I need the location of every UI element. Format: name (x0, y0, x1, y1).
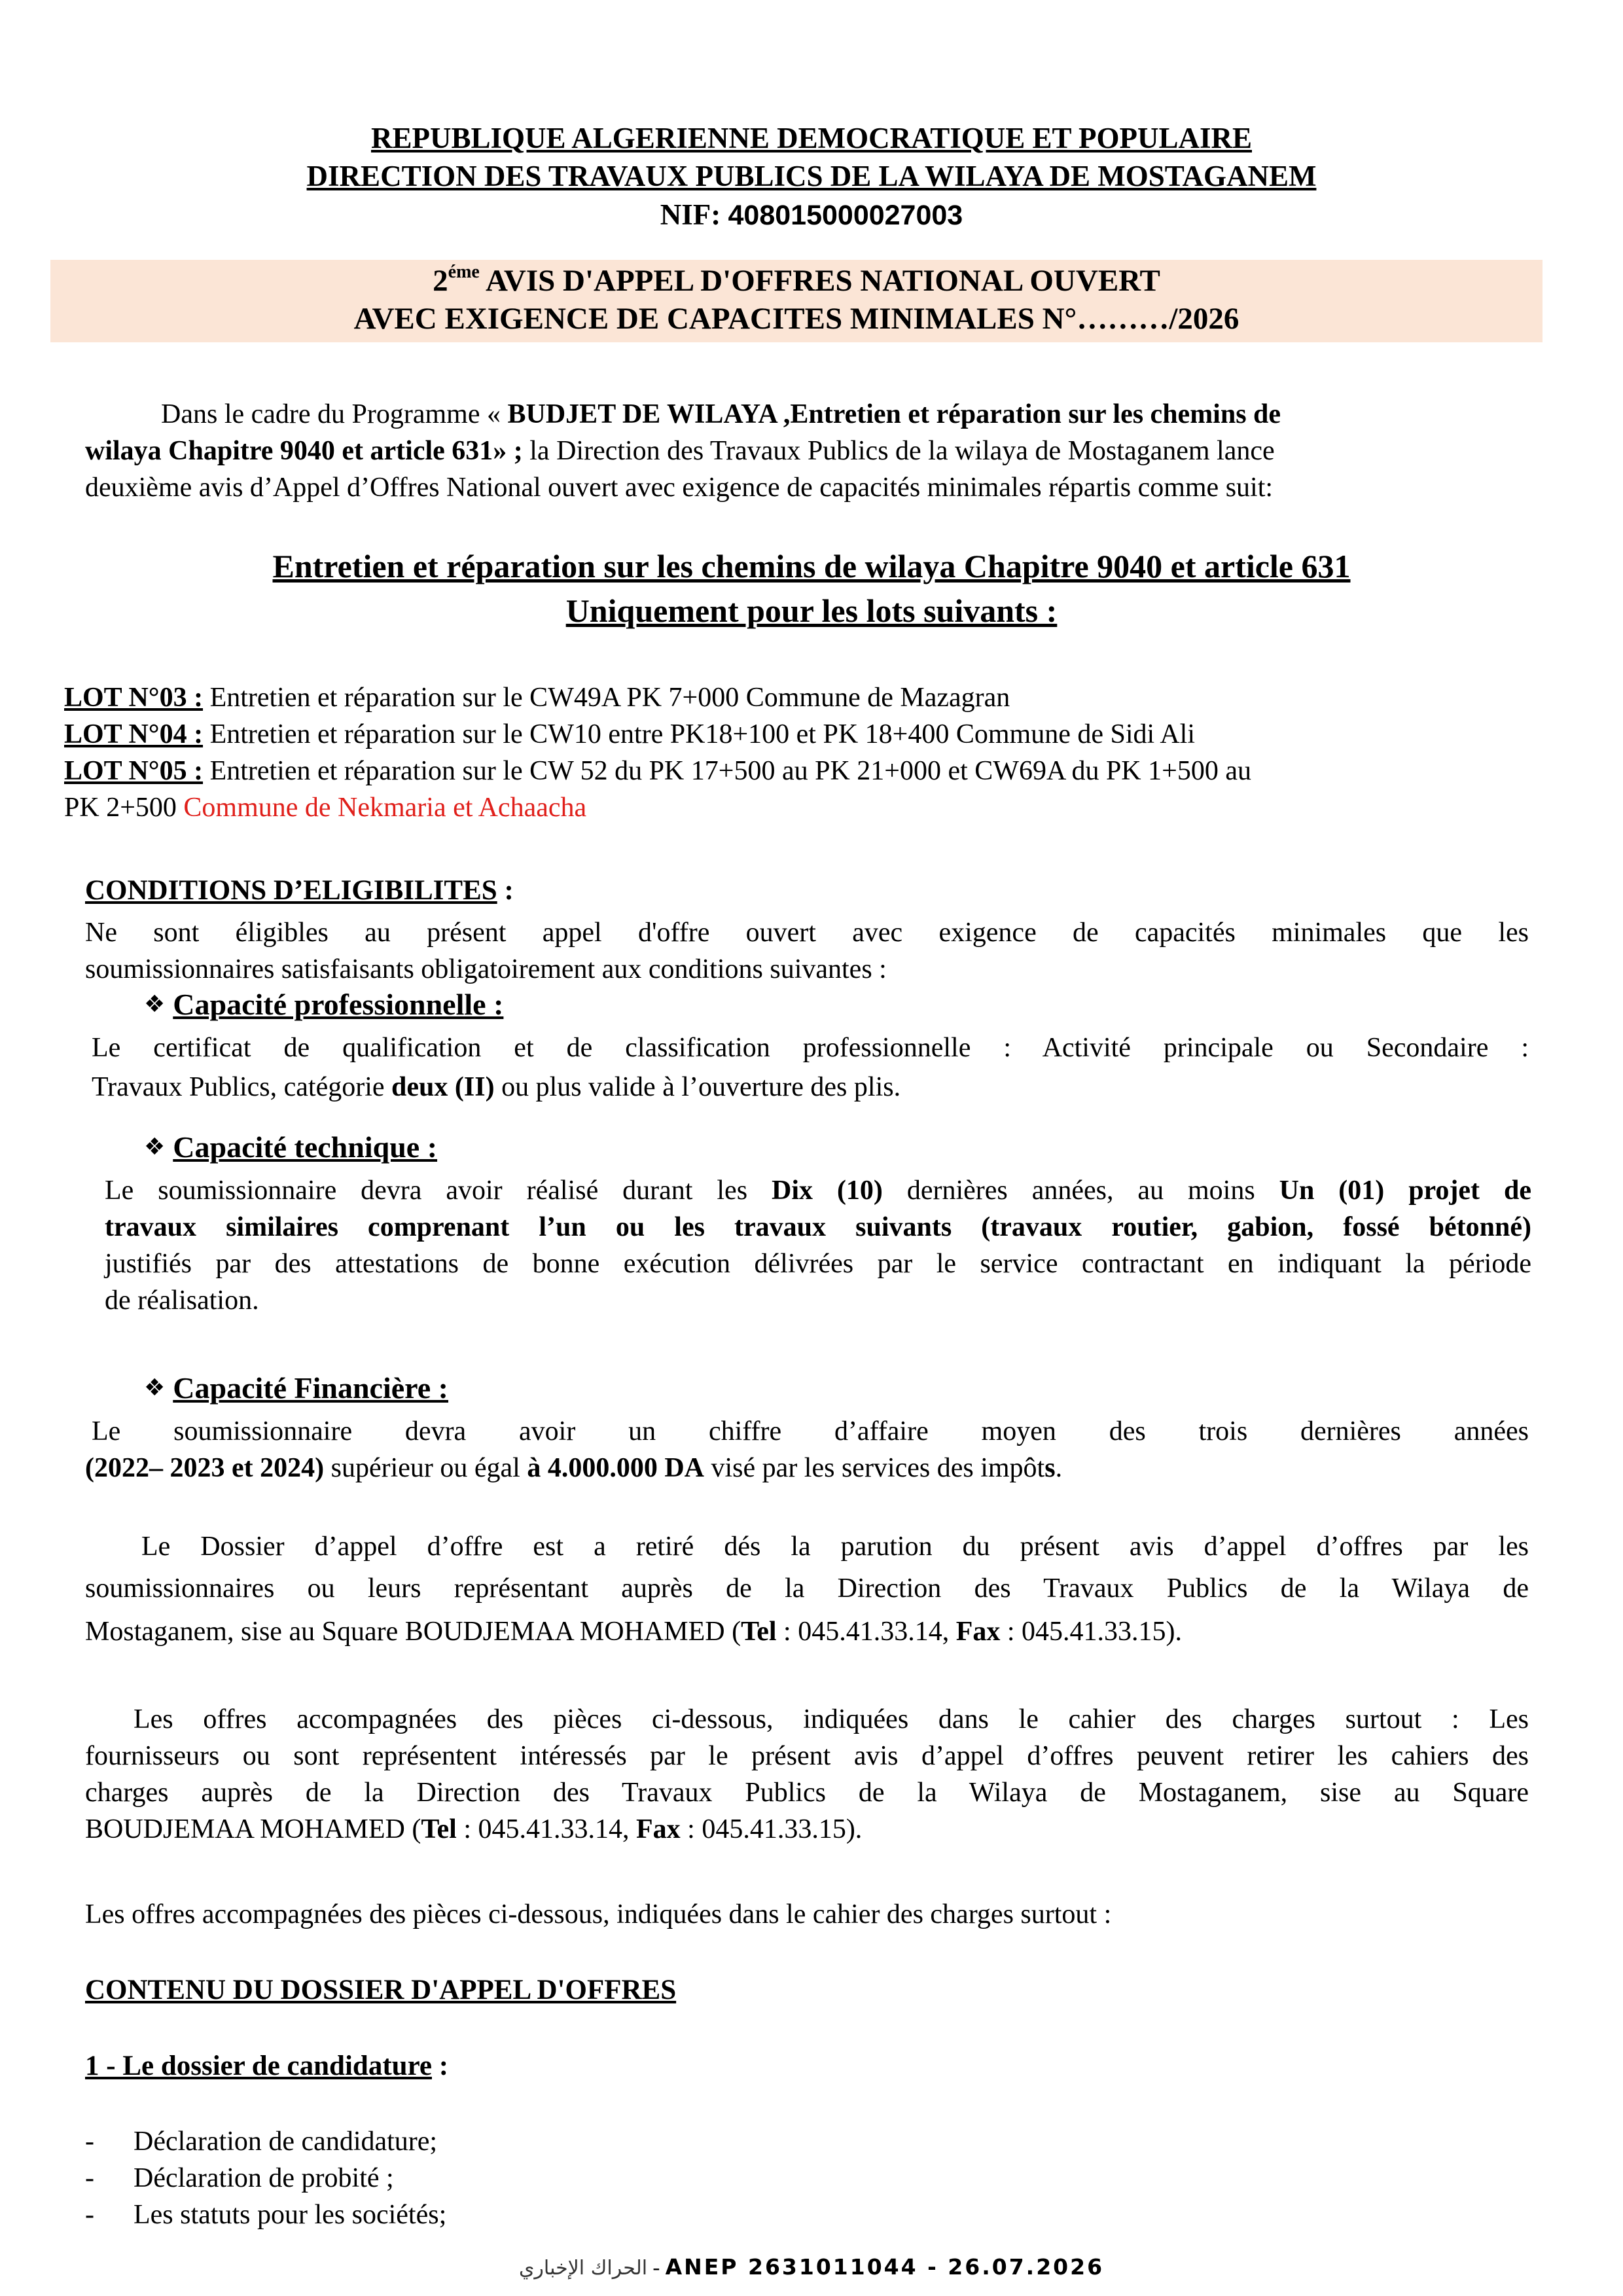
list-dash: - (85, 2163, 94, 2193)
cap-tech-text-a: Le soumissionnaire devra avoir réalisé durant les (105, 1175, 772, 1206)
footer-sep: - (647, 2256, 666, 2280)
cap-pro-bold: deux (II) (391, 1072, 495, 1102)
eligibility-colon: : (497, 875, 514, 906)
cap-fin-text-f: . (1055, 1453, 1063, 1483)
dossier-text-a: Mostaganem, sise au Square BOUDJEMAA MOHAMED ( (85, 1617, 741, 1647)
cap-fin-line-2 (85, 1450, 1529, 1486)
cap-tech-line-1 (105, 1173, 1531, 1209)
dossier-line-1: Le Dossier d’appel d’offre est a retiré dés la parution du présent avis d’appel d’offres par les (141, 1532, 1529, 1562)
cap-tech-line-2: travaux similaires comprenant l’un ou les travaux suivants (travaux routier, gabion, fossé bétonné) (105, 1212, 1531, 1242)
lot-05-commune: Commune de Nekmaria et Achaacha (183, 793, 587, 823)
cap-pro-line-1: Le certificat de qualification et de classification professionnelle : Activité principale ou Secondaire : (92, 1033, 1529, 1063)
cap-pro-text-c: ou plus valide à l’ouverture des plis. (494, 1072, 901, 1102)
banner-line-1 (50, 262, 1543, 298)
offres-tel-label: Tel (421, 1814, 457, 1844)
intro-line-3: deuxième avis d’Appel d’Offres National ouvert avec exigence de capacités minimales répartis comme suit: (85, 473, 1274, 503)
intro-text-a: Dans le cadre du Programme « (161, 399, 508, 429)
header-republic: REPUBLIQUE ALGERIENNE DEMOCRATIQUE ET POPULAIRE (370, 122, 1253, 154)
cap-fin-text-e: s (1044, 1453, 1056, 1483)
candidature-heading (85, 2050, 448, 2082)
nif-value: 408015000027003 (728, 200, 963, 231)
list-item-text: Déclaration de candidature; (134, 2126, 438, 2157)
nif-label: NIF: (660, 198, 728, 231)
offres-line-4 (85, 1812, 1529, 1848)
intro-line-2 (85, 433, 1529, 469)
lot-04-text: Entretien et réparation sur le CW10 entre PK18+100 et PK 18+400 Commune de Sidi Ali (203, 719, 1196, 749)
list-item-text: Les statuts pour les sociétés; (134, 2200, 447, 2230)
dossier-line-2: soumissionnaires ou leurs représentant auprès de la Direction des Travaux Publics de la Wilaya de (85, 1573, 1529, 1604)
intro-bold-b: wilaya Chapitre 9040 et article 631» ; (85, 436, 523, 466)
intro-line-1 (161, 397, 1529, 433)
eligibility-line-2: soumissionnaires satisfaisants obligatoirement aux conditions suivantes : (85, 954, 887, 984)
list-item-text: Déclaration de probité ; (134, 2163, 394, 2193)
list-dash: - (85, 2200, 94, 2230)
dossier-fax-value: : 045.41.33.15). (1000, 1617, 1183, 1647)
lot-04-label: LOT N°04 : (64, 719, 204, 749)
banner-num: 2 (433, 264, 448, 298)
cap-fin-title: Capacité Financière : (173, 1371, 448, 1405)
cap-tech-bold-d: Un (01) projet de (1279, 1175, 1531, 1206)
cap-fin-line-1: Le soumissionnaire devra avoir un chiffre d’affaire moyen des trois dernières années (92, 1416, 1529, 1446)
list-dash: - (85, 2126, 94, 2157)
dossier-line-3 (85, 1614, 1529, 1650)
cap-pro-line-2 (92, 1069, 1529, 1105)
offres-tel-value: : 045.41.33.14, (456, 1814, 636, 1844)
contenu-heading-text: CONTENU DU DOSSIER D'APPEL D'OFFRES (85, 1975, 677, 2005)
offres-text-a: BOUDJEMAA MOHAMED ( (85, 1814, 421, 1844)
intro-text-c: la Direction des Travaux Publics de la wilaya de Mostaganem lance (522, 436, 1275, 466)
program-subtitle: Uniquement pour les lots suivants : (565, 592, 1058, 629)
cap-fin-text-d: visé par les services des impôt (704, 1453, 1045, 1483)
lot-03 (64, 679, 1530, 716)
cap-fin-heading (144, 1371, 448, 1405)
lot-05-cont (64, 789, 1530, 826)
lot-05-label: LOT N°05 : (64, 756, 204, 786)
lot-03-text: Entretien et réparation sur le CW49A PK 7+000 Commune de Mazagran (203, 683, 1010, 713)
candidature-colon: : (431, 2051, 449, 2081)
lot-05-text2: PK 2+500 (64, 793, 184, 823)
header-nif (0, 198, 1623, 232)
lot-05-text: Entretien et réparation sur le CW 52 du PK 17+500 au PK 21+000 et CW69A du PK 1+500 au (203, 756, 1251, 786)
cap-tech-bold-b: Dix (10) (772, 1175, 883, 1206)
cap-fin-years: (2022– 2023 et 2024) (85, 1453, 325, 1483)
header-direction: DIRECTION DES TRAVAUX PUBLICS DE LA WILAYA DE MOSTAGANEM (306, 160, 1317, 192)
cap-pro-text-a: Travaux Publics, catégorie (92, 1072, 392, 1102)
lot-04 (64, 716, 1530, 753)
eligibility-line-1: Ne sont éligibles au présent appel d'offre ouvert avec exigence de capacités minimales que les (85, 918, 1529, 948)
cap-tech-line-4: de réalisation. (105, 1285, 259, 1316)
diamond-bullet-icon: ❖ (144, 1134, 166, 1160)
diamond-bullet-icon: ❖ (144, 1374, 166, 1401)
cap-tech-text-c: dernières années, au moins (882, 1175, 1279, 1206)
diamond-bullet-icon: ❖ (144, 991, 166, 1018)
eligibility-heading-text: CONDITIONS D’ELIGIBILITES (85, 875, 497, 906)
offres-line-1: Les offres accompagnées des pièces ci-dessous, indiquées dans le cahier des charges surtout : Les (134, 1704, 1529, 1734)
cap-fin-text-b: supérieur ou égal (324, 1453, 527, 1483)
footer (0, 2254, 1623, 2280)
banner-sup: éme (448, 262, 480, 282)
lot-03-label: LOT N°03 : (64, 683, 204, 713)
dossier-tel-label: Tel (741, 1617, 777, 1647)
eligibility-heading (85, 874, 514, 906)
cap-tech-heading (144, 1130, 437, 1164)
dossier-fax-label: Fax (955, 1617, 1001, 1647)
cap-fin-amount: à 4.000.000 DA (527, 1453, 705, 1483)
offres-line-2: fournisseurs ou sont représentent intéressés par le présent avis d’appel d’offres peuvent retirer les cahiers des (85, 1741, 1529, 1771)
banner-line-2: AVEC EXIGENCE DE CAPACITES MINIMALES N°………/2026 (353, 302, 1240, 336)
cap-pro-heading (144, 987, 503, 1022)
offres2-line: Les offres accompagnées des pièces ci-dessous, indiquées dans le cahier des charges surtout : (85, 1899, 1112, 1929)
program-title: Entretien et réparation sur les chemins de wilaya Chapitre 9040 et article 631 (272, 548, 1351, 584)
cap-tech-title: Capacité technique : (173, 1130, 438, 1164)
cap-pro-title: Capacité professionnelle : (173, 988, 504, 1021)
banner-line1-text: AVIS D'APPEL D'OFFRES NATIONAL OUVERT (479, 264, 1160, 298)
intro-bold-a: BUDJET DE WILAYA ,Entretien et réparation sur les chemins de (507, 399, 1281, 429)
offres-line-3: charges auprès de la Direction des Travaux Publics de la Wilaya de Mostaganem, sise au Square (85, 1778, 1529, 1808)
cap-tech-line-3: justifiés par des attestations de bonne exécution délivrées par le service contractant en indiquant la période (105, 1249, 1531, 1279)
contenu-heading (85, 1974, 676, 2006)
footer-ref: ANEP 2631011044 - 26.07.2026 (665, 2254, 1105, 2280)
dossier-tel-value: : 045.41.33.14, (776, 1617, 956, 1647)
lot-05 (64, 753, 1530, 789)
footer-arabic: الحراك الإخباري (518, 2257, 648, 2280)
offres-fax-value: : 045.41.33.15). (680, 1814, 863, 1844)
candidature-title: 1 - Le dossier de candidature (85, 2051, 432, 2081)
offres-fax-label: Fax (636, 1814, 681, 1844)
